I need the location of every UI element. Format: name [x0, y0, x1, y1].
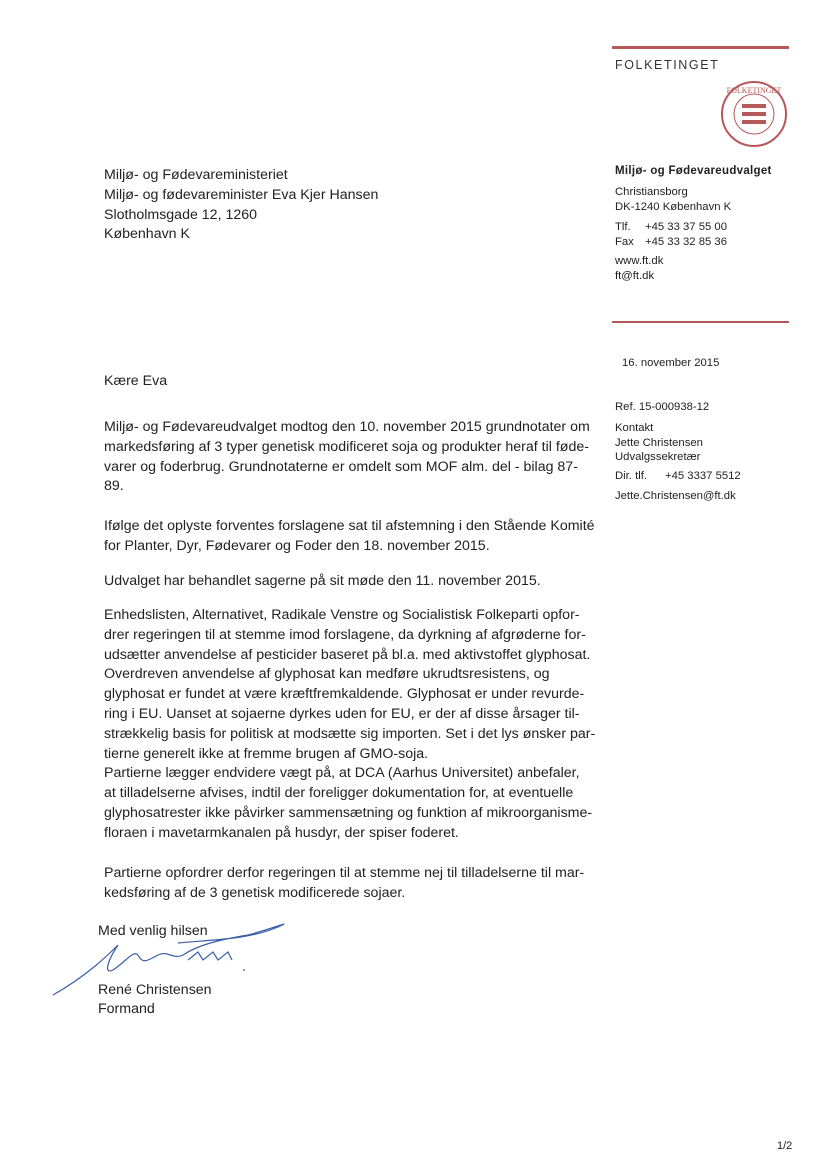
header-rule: [612, 46, 789, 49]
recipient-address: [104, 166, 378, 245]
direct-phone-label: Dir. tlf.: [615, 470, 648, 482]
email-link[interactable]: ft@ft.dk: [615, 269, 655, 282]
phone: +45 33 37 55 00: [645, 221, 727, 233]
signer-title: Formand: [98, 1001, 155, 1017]
paragraph-3: [104, 572, 541, 592]
contact-label: Kontakt: [615, 422, 654, 434]
phone-label: Tlf.: [615, 221, 631, 233]
text-line: kedsføring af de 3 genetisk modificerede sojaer.: [104, 884, 406, 901]
text-line: varer og foderbrug. Grundnotaterne er omdelt som MOF alm. del - bilag 87-: [104, 458, 578, 475]
website-link[interactable]: www.ft.dk: [615, 255, 664, 267]
contact-name: Jette Christensen: [615, 436, 703, 449]
text-line: tierne generelt ikke at fremme brugen af GMO-soja.: [104, 745, 429, 762]
text-line: Enhedslisten, Alternativet, Radikale Venstre og Socialistisk Folkeparti opfor-: [104, 607, 580, 623]
page-number: 1/2: [777, 1140, 793, 1152]
signer-name: René Christensen: [98, 982, 212, 998]
web-block: [615, 254, 663, 283]
text-line: Overdreven anvendelse af glyphosat kan medføre ukrudtsresistens, og: [104, 666, 550, 683]
address-line: DK-1240 København K: [615, 200, 732, 213]
contact-title: Udvalgssekretær: [615, 451, 701, 464]
text-line: udsætter anvendelse af pesticider baseret på bl.a. med aktivstoffet glyphosat.: [104, 646, 591, 663]
address-line: Christiansborg: [615, 186, 688, 198]
salutation: Kære Eva: [104, 373, 168, 389]
recipient-line: Miljø- og Fødevareministeriet: [104, 167, 288, 183]
committee-name: Miljø- og Fødevareudvalget: [615, 165, 772, 177]
text-line: Ifølge det oplyste forventes forslagene sat til afstemning i den Stående Komité: [104, 518, 595, 534]
reference: Ref. 15-000938-12: [615, 401, 710, 413]
recipient-line: Slotholmsgade 12, 1260: [104, 206, 258, 223]
paragraph-5: [104, 864, 584, 904]
text-line: for Planter, Dyr, Fødevarer og Foder den 18. november 2015.: [104, 537, 490, 554]
text-line: ring i EU. Uanset at sojaerne dyrkes uden for EU, er der af disse årsager til-: [104, 705, 580, 722]
text-line: Miljø- og Fødevareudvalget modtog den 10. november 2015 grundnotater om: [104, 419, 590, 435]
text-line: at tilladelserne afvises, indtil der foreligger dokumentation for, at eventuelle: [104, 785, 574, 802]
fax-label: Fax: [615, 235, 634, 248]
phone-block: [615, 220, 727, 249]
committee-address: [615, 185, 731, 214]
fax: +45 33 32 85 36: [645, 235, 727, 248]
paragraph-1: [104, 418, 590, 497]
direct-phone: +45 3337 5512: [665, 470, 741, 482]
text-line: markedsføring af 3 typer genetisk modificeret soja og produkter heraf til føde-: [104, 438, 589, 455]
text-line: strækkelig basis for politisk at modsætte sig importen. Set i det lys ønsker par-: [104, 725, 596, 742]
text-line: drer regeringen til at stemme imod forslagene, da dyrkning af afgrøderne for-: [104, 626, 586, 643]
divider-rule: [612, 321, 789, 323]
text-line: Udvalget har behandlet sagerne på sit møde den 11. november 2015.: [104, 573, 541, 589]
text-line: glyphosatrester ikke påvirker sammensætning og funktion af mikroorganisme-: [104, 804, 593, 821]
text-line: Partierne opfordrer derfor regeringen til at stemme nej til tilladelserne til mar-: [104, 865, 585, 881]
paragraph-2: [104, 517, 595, 557]
closing: Med venlig hilsen: [98, 923, 208, 939]
recipient-line: København K: [104, 226, 190, 243]
svg-text:FOLKETINGET: FOLKETINGET: [726, 86, 782, 95]
contact-email[interactable]: Jette.Christensen@ft.dk: [615, 490, 736, 502]
text-line: floraen i mavetarmkanalen på husdyr, der spiser foderet.: [104, 824, 459, 841]
letter-date: 16. november 2015: [622, 357, 720, 369]
paragraph-4: [104, 606, 595, 844]
text-line: glyphosat er fundet at være kræftfremkaldende. Glyphosat er under revurde-: [104, 686, 585, 703]
org-name: FOLKETINGET: [615, 58, 720, 72]
recipient-line: Miljø- og fødevareminister Eva Kjer Hansen: [104, 186, 379, 203]
text-line: Partierne lægger endvidere vægt på, at DCA (Aarhus Universitet) anbefaler,: [104, 765, 580, 782]
contact-block: [615, 421, 703, 465]
folketinget-seal-logo: [720, 80, 788, 148]
text-line: 89.: [104, 478, 124, 495]
